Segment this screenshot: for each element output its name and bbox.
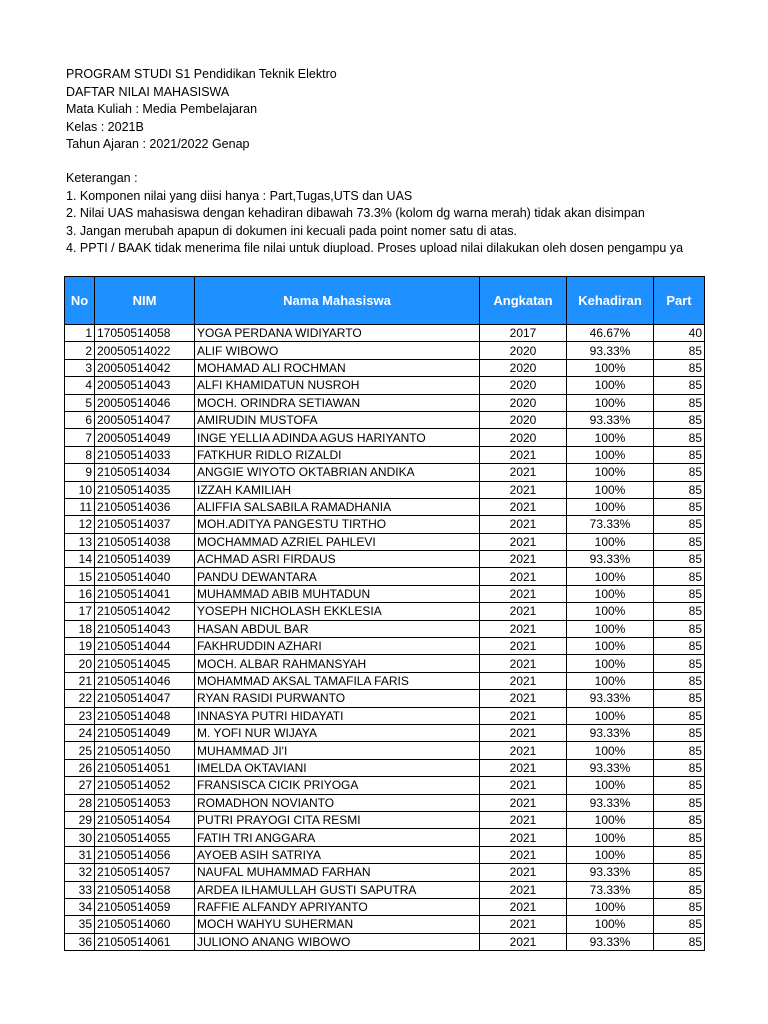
cell-nim[interactable]: 21050514041 (95, 585, 195, 602)
cell-kehadiran[interactable]: 100% (567, 846, 654, 863)
program-label: PROGRAM STUDI S1 Pendidikan Teknik Elektro (66, 67, 337, 81)
cell-angkatan[interactable]: 2021 (480, 707, 567, 724)
cell-no[interactable]: 14 (65, 551, 95, 568)
cell-part[interactable]: 85 (654, 707, 705, 724)
cell-nim[interactable]: 21050514059 (95, 898, 195, 915)
cell-name[interactable]: INGE YELLIA ADINDA AGUS HARIYANTO (195, 429, 480, 446)
cell-angkatan[interactable]: 2021 (480, 603, 567, 620)
table-row (65, 411, 705, 428)
table-row (65, 359, 705, 376)
cell-kehadiran[interactable]: 100% (567, 672, 654, 689)
cell-angkatan[interactable]: 2021 (480, 498, 567, 515)
cell-name[interactable]: YOSEPH NICHOLASH EKKLESIA (195, 603, 480, 620)
table-row (65, 655, 705, 672)
cell-part[interactable]: 85 (654, 655, 705, 672)
cell-nim[interactable]: 20050514042 (95, 359, 195, 376)
cell-name[interactable]: MUHAMMAD ABIB MUHTADUN (195, 585, 480, 602)
cell-no[interactable]: 23 (65, 707, 95, 724)
cell-kehadiran[interactable]: 100% (567, 481, 654, 498)
column-header-angkatan: Angkatan (480, 277, 567, 325)
cell-part[interactable]: 85 (654, 394, 705, 411)
cell-part[interactable]: 85 (654, 533, 705, 550)
cell-angkatan[interactable]: 2020 (480, 411, 567, 428)
cell-name[interactable]: M. YOFI NUR WIJAYA (195, 724, 480, 741)
cell-kehadiran[interactable]: 100% (567, 777, 654, 794)
cell-name[interactable]: MOCH. ALBAR RAHMANSYAH (195, 655, 480, 672)
column-header-nim: NIM (95, 277, 195, 325)
cell-name[interactable]: MOCH. ORINDRA SETIAWAN (195, 394, 480, 411)
cell-name[interactable]: ANGGIE WIYOTO OKTABRIAN ANDIKA (195, 464, 480, 481)
cell-name[interactable]: MUHAMMAD JI'I (195, 742, 480, 759)
cell-nim[interactable]: 21050514056 (95, 846, 195, 863)
cell-no[interactable]: 2 (65, 342, 95, 359)
cell-kehadiran[interactable]: 93.33% (567, 759, 654, 776)
cell-nim[interactable]: 21050514034 (95, 464, 195, 481)
cell-no[interactable]: 15 (65, 568, 95, 585)
table-row (65, 846, 705, 863)
cell-kehadiran[interactable]: 100% (567, 603, 654, 620)
table-row (65, 829, 705, 846)
cell-part[interactable]: 85 (654, 568, 705, 585)
cell-no[interactable]: 7 (65, 429, 95, 446)
cell-kehadiran[interactable]: 100% (567, 811, 654, 828)
cell-kehadiran[interactable]: 100% (567, 359, 654, 376)
cell-nim[interactable]: 21050514042 (95, 603, 195, 620)
table-row (65, 568, 705, 585)
cell-nim[interactable]: 21050514040 (95, 568, 195, 585)
cell-part[interactable]: 85 (654, 933, 705, 950)
cell-angkatan[interactable]: 2021 (480, 655, 567, 672)
cell-kehadiran[interactable]: 100% (567, 394, 654, 411)
cell-no[interactable]: 32 (65, 864, 95, 881)
cell-angkatan[interactable]: 2021 (480, 864, 567, 881)
cell-name[interactable]: YOGA PERDANA WIDIYARTO (195, 325, 480, 342)
table-row (65, 585, 705, 602)
cell-angkatan[interactable]: 2021 (480, 446, 567, 463)
cell-nim[interactable]: 20050514046 (95, 394, 195, 411)
cell-kehadiran[interactable]: 100% (567, 533, 654, 550)
cell-part[interactable]: 85 (654, 759, 705, 776)
cell-angkatan[interactable]: 2021 (480, 811, 567, 828)
cell-angkatan[interactable]: 2021 (480, 690, 567, 707)
cell-nim[interactable]: 21050514049 (95, 724, 195, 741)
cell-part[interactable]: 85 (654, 846, 705, 863)
cell-kehadiran[interactable]: 93.33% (567, 864, 654, 881)
cell-nim[interactable]: 21050514052 (95, 777, 195, 794)
cell-nim[interactable]: 21050514061 (95, 933, 195, 950)
cell-nim[interactable]: 21050514047 (95, 690, 195, 707)
cell-nim[interactable]: 17050514058 (95, 325, 195, 342)
note-item: 3. Jangan merubah apapun di dokumen ini kecuali pada point nomer satu di atas. (66, 223, 517, 238)
cell-nim[interactable]: 21050514044 (95, 638, 195, 655)
cell-angkatan[interactable]: 2021 (480, 551, 567, 568)
cell-kehadiran[interactable]: 100% (567, 568, 654, 585)
cell-no[interactable]: 10 (65, 481, 95, 498)
cell-angkatan[interactable]: 2021 (480, 829, 567, 846)
cell-no[interactable]: 11 (65, 498, 95, 515)
column-header-no: No (65, 277, 95, 325)
cell-part[interactable]: 85 (654, 498, 705, 515)
cell-angkatan[interactable]: 2020 (480, 377, 567, 394)
table-row (65, 933, 705, 950)
table-row (65, 620, 705, 637)
cell-kehadiran[interactable]: 100% (567, 916, 654, 933)
class-label: Kelas : 2021B (66, 119, 144, 134)
cell-nim[interactable]: 21050514043 (95, 620, 195, 637)
table-row (65, 916, 705, 933)
cell-nim[interactable]: 21050514039 (95, 551, 195, 568)
cell-part[interactable]: 85 (654, 620, 705, 637)
cell-kehadiran[interactable]: 100% (567, 707, 654, 724)
cell-name[interactable]: MOHAMMAD AKSAL TAMAFILA FARIS (195, 672, 480, 689)
cell-part[interactable]: 85 (654, 603, 705, 620)
cell-no[interactable]: 6 (65, 411, 95, 428)
cell-kehadiran[interactable]: 93.33% (567, 690, 654, 707)
cell-angkatan[interactable]: 2020 (480, 359, 567, 376)
cell-kehadiran[interactable]: 93.33% (567, 551, 654, 568)
cell-part[interactable]: 85 (654, 481, 705, 498)
cell-kehadiran[interactable]: 100% (567, 464, 654, 481)
cell-nim[interactable]: 20050514047 (95, 411, 195, 428)
cell-nim[interactable]: 21050514036 (95, 498, 195, 515)
cell-name[interactable]: MOCH WAHYU SUHERMAN (195, 916, 480, 933)
cell-angkatan[interactable]: 2021 (480, 742, 567, 759)
cell-kehadiran[interactable]: 46.67% (567, 325, 654, 342)
cell-name[interactable]: ROMADHON NOVIANTO (195, 794, 480, 811)
table-row (65, 794, 705, 811)
cell-no[interactable]: 4 (65, 377, 95, 394)
cell-no[interactable]: 29 (65, 811, 95, 828)
document-header (66, 66, 766, 154)
table-row (65, 881, 705, 898)
cell-kehadiran[interactable]: 100% (567, 898, 654, 915)
cell-name[interactable]: RYAN RASIDI PURWANTO (195, 690, 480, 707)
cell-kehadiran[interactable]: 93.33% (567, 342, 654, 359)
cell-nim[interactable]: 21050514050 (95, 742, 195, 759)
cell-angkatan[interactable]: 2021 (480, 846, 567, 863)
cell-name[interactable]: MOH.ADITYA PANGESTU TIRTHO (195, 516, 480, 533)
cell-no[interactable]: 27 (65, 777, 95, 794)
cell-no[interactable]: 12 (65, 516, 95, 533)
cell-no[interactable]: 30 (65, 829, 95, 846)
cell-no[interactable]: 13 (65, 533, 95, 550)
cell-angkatan[interactable]: 2017 (480, 325, 567, 342)
cell-kehadiran[interactable]: 100% (567, 829, 654, 846)
course-label: Mata Kuliah : Media Pembelajaran (66, 102, 258, 116)
table-row (65, 638, 705, 655)
cell-no[interactable]: 18 (65, 620, 95, 637)
cell-name[interactable]: MOCHAMMAD AZRIEL PAHLEVI (195, 533, 480, 550)
cell-no[interactable]: 36 (65, 933, 95, 950)
cell-name[interactable]: RAFFIE ALFANDY APRIYANTO (195, 898, 480, 915)
column-header-kehadiran: Kehadiran (567, 277, 654, 325)
table-row (65, 498, 705, 515)
cell-name[interactable]: ALFI KHAMIDATUN NUSROH (195, 377, 480, 394)
cell-no[interactable]: 26 (65, 759, 95, 776)
cell-part[interactable]: 85 (654, 377, 705, 394)
cell-name[interactable]: IMELDA OKTAVIANI (195, 759, 480, 776)
cell-nim[interactable]: 21050514055 (95, 829, 195, 846)
cell-angkatan[interactable]: 2021 (480, 898, 567, 915)
cell-angkatan[interactable]: 2021 (480, 481, 567, 498)
cell-part[interactable]: 85 (654, 464, 705, 481)
document-title: DAFTAR NILAI MAHASISWA (66, 84, 230, 99)
cell-angkatan[interactable]: 2021 (480, 933, 567, 950)
cell-kehadiran[interactable]: 100% (567, 655, 654, 672)
cell-part[interactable]: 85 (654, 864, 705, 881)
cell-angkatan[interactable]: 2021 (480, 916, 567, 933)
table-row (65, 551, 705, 568)
cell-no[interactable]: 31 (65, 846, 95, 863)
cell-kehadiran[interactable]: 100% (567, 585, 654, 602)
cell-angkatan[interactable]: 2021 (480, 585, 567, 602)
cell-name[interactable]: HASAN ABDUL BAR (195, 620, 480, 637)
cell-angkatan[interactable]: 2020 (480, 394, 567, 411)
academic-year-label: Tahun Ajaran : 2021/2022 Genap (66, 137, 250, 151)
table-row (65, 672, 705, 689)
cell-angkatan[interactable]: 2021 (480, 533, 567, 550)
cell-kehadiran[interactable]: 100% (567, 446, 654, 463)
table-row (65, 603, 705, 620)
cell-angkatan[interactable]: 2021 (480, 568, 567, 585)
table-row (65, 446, 705, 463)
cell-angkatan[interactable]: 2021 (480, 724, 567, 741)
cell-part[interactable]: 85 (654, 359, 705, 376)
cell-nim[interactable]: 21050514045 (95, 655, 195, 672)
cell-part[interactable]: 85 (654, 672, 705, 689)
cell-kehadiran[interactable]: 93.33% (567, 724, 654, 741)
cell-angkatan[interactable]: 2020 (480, 342, 567, 359)
cell-name[interactable]: FATIH TRI ANGGARA (195, 829, 480, 846)
cell-no[interactable]: 5 (65, 394, 95, 411)
cell-angkatan[interactable]: 2021 (480, 672, 567, 689)
cell-nim[interactable]: 21050514046 (95, 672, 195, 689)
table-row (65, 898, 705, 915)
table-row (65, 777, 705, 794)
table-row (65, 811, 705, 828)
cell-name[interactable]: AMIRUDIN MUSTOFA (195, 411, 480, 428)
cell-part[interactable]: 85 (654, 342, 705, 359)
table-row (65, 759, 705, 776)
cell-nim[interactable]: 21050514037 (95, 516, 195, 533)
cell-part[interactable]: 85 (654, 429, 705, 446)
cell-name[interactable]: FATKHUR RIDLO RIZALDI (195, 446, 480, 463)
table-row (65, 481, 705, 498)
table-row (65, 742, 705, 759)
cell-kehadiran[interactable]: 100% (567, 638, 654, 655)
cell-name[interactable]: IZZAH KAMILIAH (195, 481, 480, 498)
cell-part[interactable]: 85 (654, 829, 705, 846)
cell-angkatan[interactable]: 2021 (480, 638, 567, 655)
table-row (65, 429, 705, 446)
cell-angkatan[interactable]: 2021 (480, 881, 567, 898)
cell-angkatan[interactable]: 2021 (480, 794, 567, 811)
cell-kehadiran[interactable]: 100% (567, 620, 654, 637)
cell-name[interactable]: ALIF WIBOWO (195, 342, 480, 359)
table-row (65, 707, 705, 724)
table-row (65, 516, 705, 533)
cell-no[interactable]: 16 (65, 585, 95, 602)
cell-part[interactable]: 85 (654, 551, 705, 568)
cell-no[interactable]: 9 (65, 464, 95, 481)
cell-no[interactable]: 20 (65, 655, 95, 672)
cell-no[interactable]: 3 (65, 359, 95, 376)
cell-kehadiran[interactable]: 100% (567, 742, 654, 759)
column-header-name: Nama Mahasiswa (195, 277, 480, 325)
cell-nim[interactable]: 20050514022 (95, 342, 195, 359)
cell-nim[interactable]: 21050514060 (95, 916, 195, 933)
note-item: 1. Komponen nilai yang diisi hanya : Part,Tugas,UTS dan UAS (66, 188, 413, 203)
cell-part[interactable]: 85 (654, 811, 705, 828)
cell-no[interactable]: 8 (65, 446, 95, 463)
table-row (65, 342, 705, 359)
cell-no[interactable]: 22 (65, 690, 95, 707)
cell-part[interactable]: 85 (654, 411, 705, 428)
cell-no[interactable]: 19 (65, 638, 95, 655)
cell-part[interactable]: 85 (654, 742, 705, 759)
cell-nim[interactable]: 21050514035 (95, 481, 195, 498)
cell-nim[interactable]: 21050514058 (95, 881, 195, 898)
grades-table (64, 276, 705, 951)
cell-kehadiran[interactable]: 93.33% (567, 933, 654, 950)
cell-nim[interactable]: 20050514043 (95, 377, 195, 394)
cell-no[interactable]: 21 (65, 672, 95, 689)
cell-part[interactable]: 85 (654, 898, 705, 915)
cell-name[interactable]: PUTRI PRAYOGI CITA RESMI (195, 811, 480, 828)
cell-angkatan[interactable]: 2021 (480, 464, 567, 481)
cell-nim[interactable]: 21050514033 (95, 446, 195, 463)
cell-nim[interactable]: 21050514038 (95, 533, 195, 550)
cell-nim[interactable]: 20050514049 (95, 429, 195, 446)
cell-angkatan[interactable]: 2021 (480, 620, 567, 637)
cell-no[interactable]: 24 (65, 724, 95, 741)
cell-name[interactable]: FRANSISCA CICIK PRIYOGA (195, 777, 480, 794)
cell-kehadiran[interactable]: 93.33% (567, 411, 654, 428)
table-row (65, 724, 705, 741)
cell-angkatan[interactable]: 2021 (480, 759, 567, 776)
cell-part[interactable]: 40 (654, 325, 705, 342)
cell-part[interactable]: 85 (654, 516, 705, 533)
table-header-row (65, 277, 705, 325)
table-row (65, 464, 705, 481)
cell-nim[interactable]: 21050514057 (95, 864, 195, 881)
cell-nim[interactable]: 21050514054 (95, 811, 195, 828)
cell-part[interactable]: 85 (654, 724, 705, 741)
cell-name[interactable]: ARDEA ILHAMULLAH GUSTI SAPUTRA (195, 881, 480, 898)
cell-part[interactable]: 85 (654, 777, 705, 794)
table-row (65, 690, 705, 707)
cell-kehadiran[interactable]: 100% (567, 498, 654, 515)
cell-no[interactable]: 1 (65, 325, 95, 342)
cell-angkatan[interactable]: 2020 (480, 429, 567, 446)
cell-part[interactable]: 85 (654, 794, 705, 811)
notes-section (66, 170, 766, 258)
table-row (65, 394, 705, 411)
cell-nim[interactable]: 21050514053 (95, 794, 195, 811)
cell-name[interactable]: AYOEB ASIH SATRIYA (195, 846, 480, 863)
cell-name[interactable]: MOHAMAD ALI ROCHMAN (195, 359, 480, 376)
table-row (65, 377, 705, 394)
cell-nim[interactable]: 21050514048 (95, 707, 195, 724)
cell-no[interactable]: 28 (65, 794, 95, 811)
cell-no[interactable]: 25 (65, 742, 95, 759)
cell-name[interactable]: PANDU DEWANTARA (195, 568, 480, 585)
cell-name[interactable]: JULIONO ANANG WIBOWO (195, 933, 480, 950)
cell-part[interactable]: 85 (654, 916, 705, 933)
cell-part[interactable]: 85 (654, 690, 705, 707)
table-row (65, 864, 705, 881)
cell-nim[interactable]: 21050514051 (95, 759, 195, 776)
cell-part[interactable]: 85 (654, 881, 705, 898)
cell-angkatan[interactable]: 2021 (480, 516, 567, 533)
cell-no[interactable]: 35 (65, 916, 95, 933)
cell-part[interactable]: 85 (654, 638, 705, 655)
cell-no[interactable]: 33 (65, 881, 95, 898)
note-item: 2. Nilai UAS mahasiswa dengan kehadiran dibawah 73.3% (kolom dg warna merah) tidak akan disimpan (66, 206, 645, 220)
cell-part[interactable]: 85 (654, 446, 705, 463)
cell-no[interactable]: 34 (65, 898, 95, 915)
note-item: 4. PPTI / BAAK tidak menerima file nilai untuk diupload. Proses upload nilai dilakukan oleh dosen pengampu ya (66, 241, 684, 255)
cell-kehadiran[interactable]: 93.33% (567, 794, 654, 811)
cell-name[interactable]: NAUFAL MUHAMMAD FARHAN (195, 864, 480, 881)
cell-part[interactable]: 85 (654, 585, 705, 602)
table-body (65, 325, 705, 951)
cell-angkatan[interactable]: 2021 (480, 777, 567, 794)
cell-name[interactable]: FAKHRUDDIN AZHARI (195, 638, 480, 655)
cell-no[interactable]: 17 (65, 603, 95, 620)
cell-name[interactable]: INNASYA PUTRI HIDAYATI (195, 707, 480, 724)
table-row (65, 533, 705, 550)
table-row (65, 325, 705, 342)
cell-name[interactable]: ACHMAD ASRI FIRDAUS (195, 551, 480, 568)
cell-kehadiran[interactable]: 73.33% (567, 516, 654, 533)
column-header-part: Part (654, 277, 705, 325)
cell-kehadiran[interactable]: 73.33% (567, 881, 654, 898)
notes-heading: Keterangan : (66, 171, 138, 185)
cell-kehadiran[interactable]: 100% (567, 429, 654, 446)
cell-name[interactable]: ALIFFIA SALSABILA RAMADHANIA (195, 498, 480, 515)
cell-kehadiran[interactable]: 100% (567, 377, 654, 394)
